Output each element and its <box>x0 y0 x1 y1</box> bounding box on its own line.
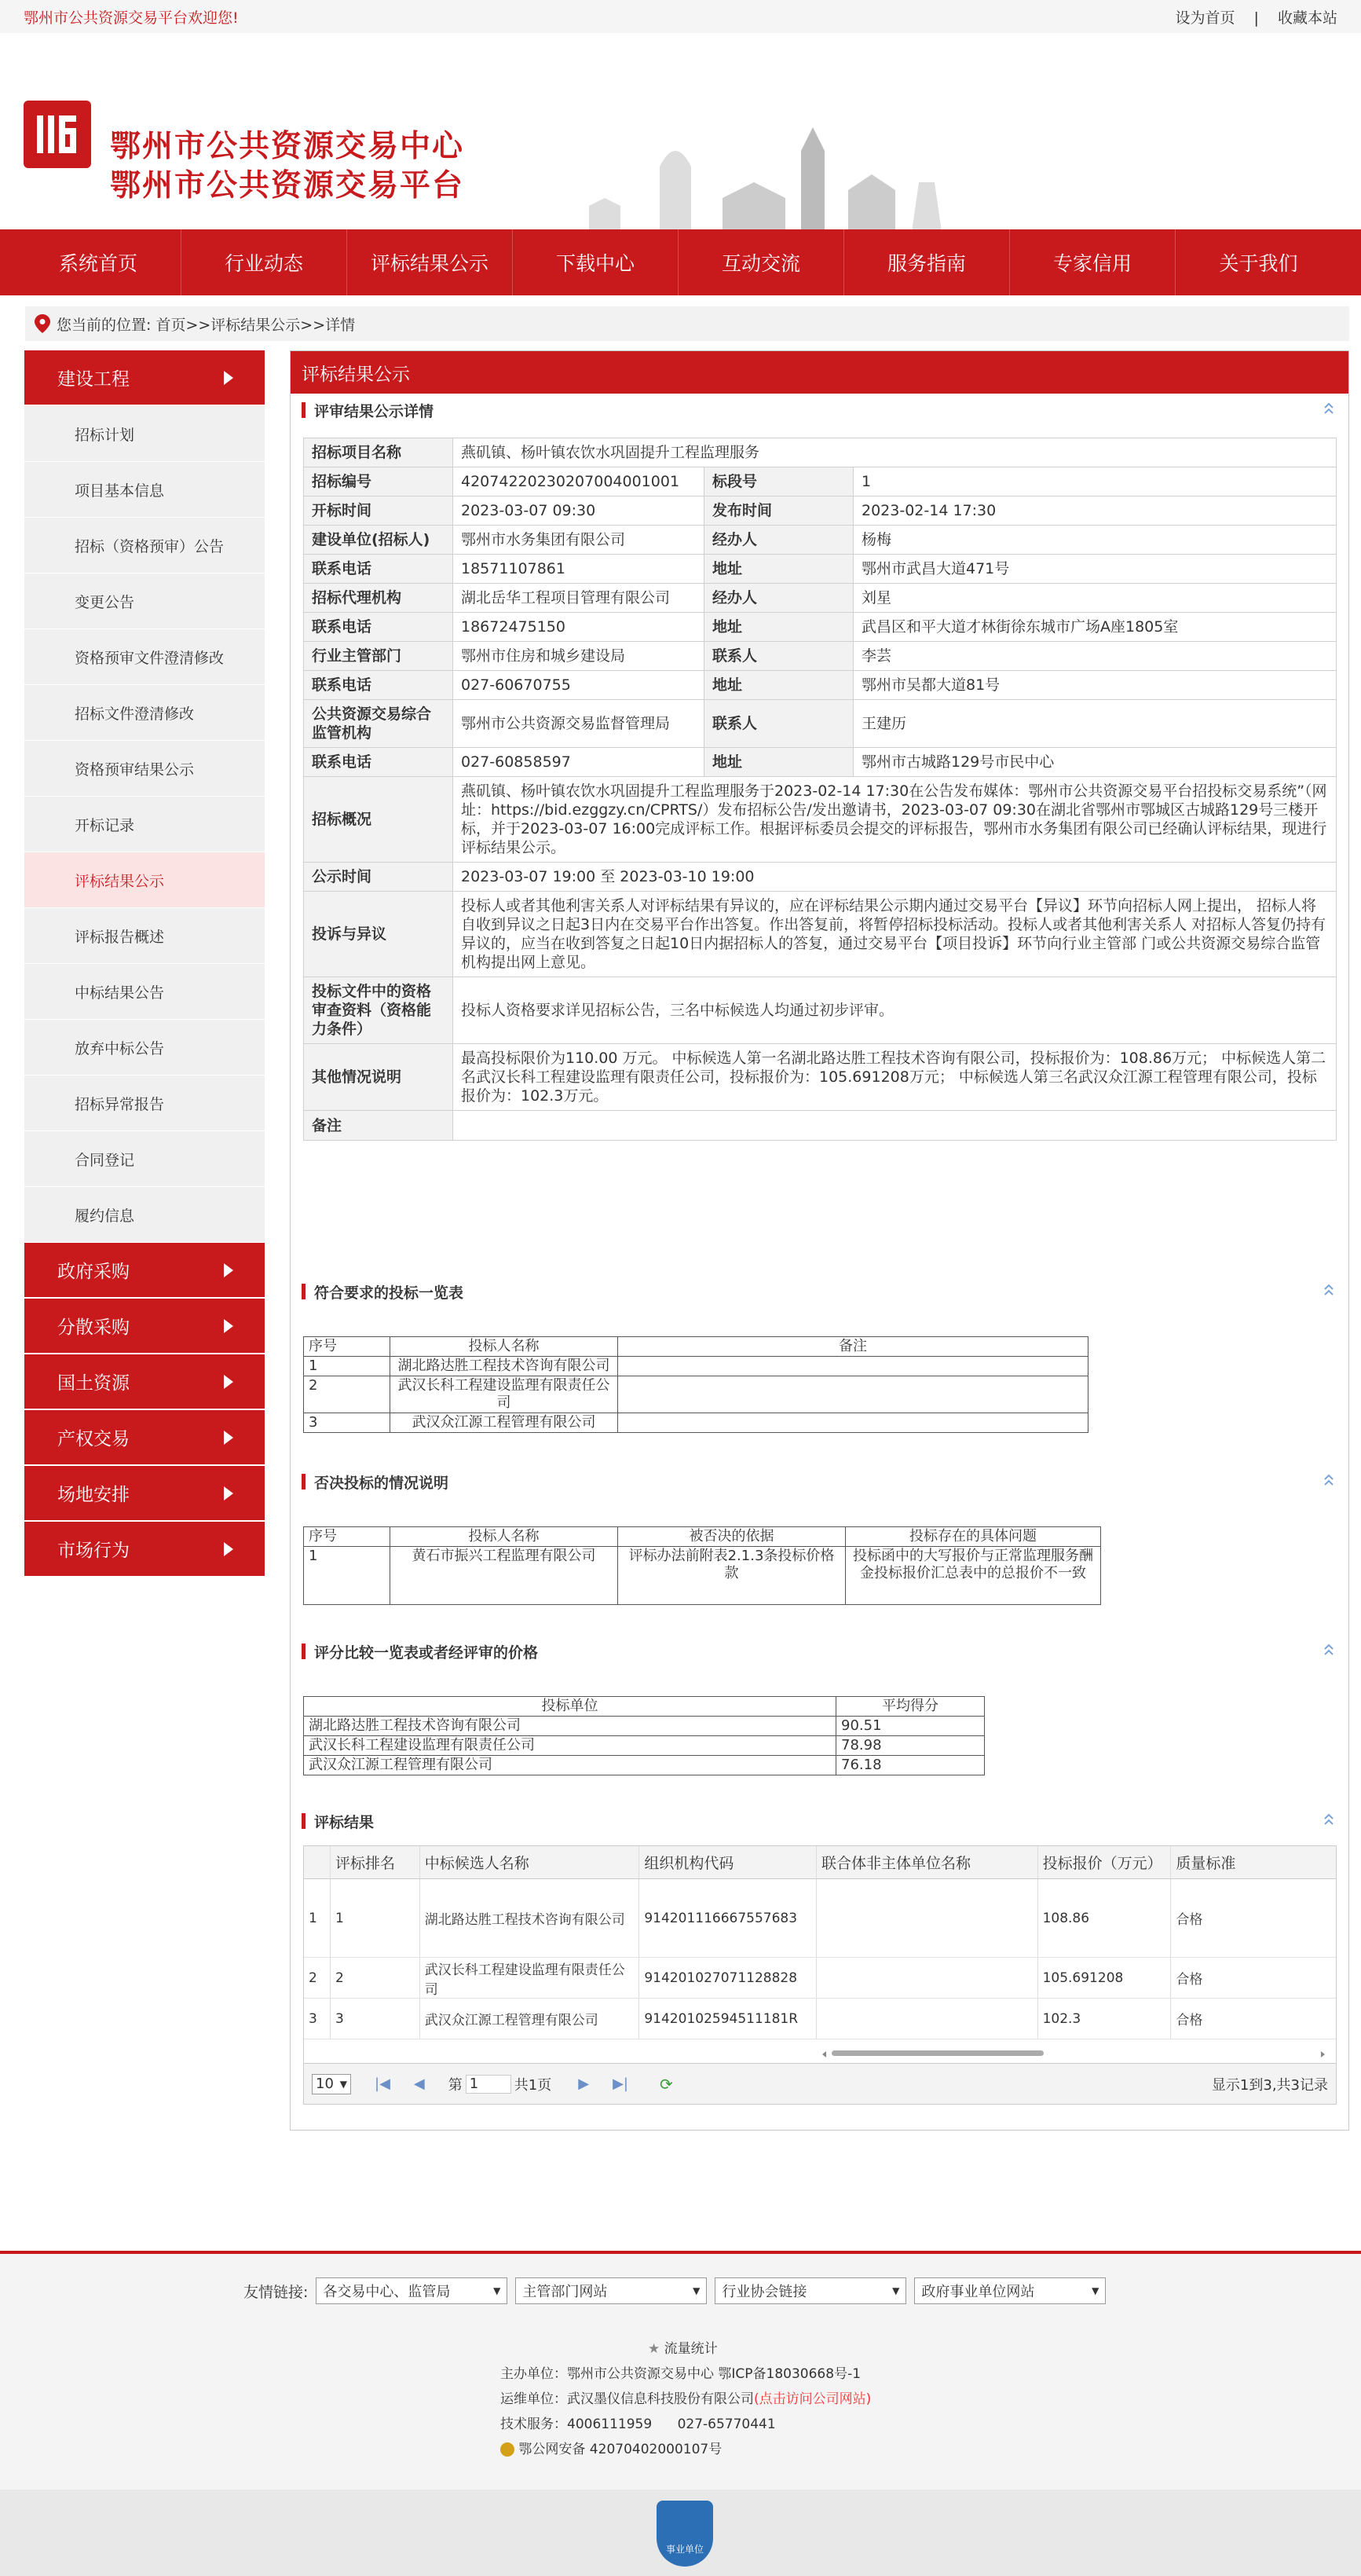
detail-value <box>453 1111 1337 1141</box>
table-cell <box>817 1958 1038 1998</box>
col-header[interactable]: 投标报价（万元） <box>1038 1846 1172 1878</box>
col-header[interactable]: 联合体非主体单位名称 <box>817 1846 1038 1878</box>
detail-key: 建设单位(招标人) <box>304 526 453 555</box>
sidebar-sub-item[interactable]: 变更公告 <box>24 573 265 629</box>
detail-key: 公共资源交易综合监管机构 <box>304 700 453 748</box>
table-cell <box>618 1357 1088 1376</box>
detail-value: 1 <box>854 467 1337 497</box>
section-reject-title <box>297 1470 1341 1493</box>
triangle-right-icon <box>224 1375 233 1389</box>
sidebar-main-label: 国土资源 <box>57 1373 130 1394</box>
detail-key: 招标代理机构 <box>304 584 453 613</box>
col-header: 备注 <box>618 1337 1088 1357</box>
nav-home[interactable]: 系统首页 <box>16 229 181 295</box>
detail-key: 其他情况说明 <box>304 1044 453 1111</box>
sidebar-sub-item[interactable]: 评标结果公示 <box>24 852 265 908</box>
detail-key: 公示时间 <box>304 863 453 892</box>
table-cell: 3 <box>304 1413 390 1433</box>
table-cell: 105.691208 <box>1038 1958 1172 1998</box>
sidebar-main-item[interactable] <box>24 1354 265 1410</box>
triangle-right-icon <box>224 1263 233 1277</box>
table-cell: 1 <box>304 1357 390 1376</box>
table-cell: 湖北路达胜工程技术咨询有限公司 <box>420 1879 640 1957</box>
page-input[interactable]: 1 <box>466 2075 511 2094</box>
content-panel <box>290 350 1349 2131</box>
detail-key: 投诉与异议 <box>304 892 453 977</box>
table-cell: 黄石市振兴工程监理有限公司 <box>390 1547 618 1605</box>
table-cell <box>618 1413 1088 1433</box>
sidebar <box>24 350 265 1577</box>
detail-value: 4207422023020700400​1001 <box>453 467 704 497</box>
col-header: 投标单位 <box>304 1697 836 1717</box>
ops-link[interactable]: (点击访问公司网站) <box>754 2391 872 2407</box>
table-cell: 武汉众江源工程管理有限公司 <box>304 1756 836 1775</box>
nav-service-guide[interactable]: 服务指南 <box>844 229 1010 295</box>
detail-value: 王建历 <box>854 700 1337 748</box>
sidebar-sub-item[interactable]: 合同登记 <box>24 1131 265 1187</box>
sidebar-sub-item[interactable]: 放弃中标公告 <box>24 1020 265 1075</box>
section-result-title <box>297 1809 1341 1833</box>
sidebar-sub-item[interactable]: 资格预审文件澄清修改 <box>24 629 265 685</box>
select-value: 各交易中心、监管局 <box>323 2284 451 2300</box>
content-title: 评标结果公示 <box>291 351 1348 394</box>
collapse-icon[interactable] <box>1323 401 1335 416</box>
detail-key: 经办人 <box>704 526 854 555</box>
sidebar-sub-item[interactable]: 项目基本信息 <box>24 462 265 518</box>
table-cell: 914201027071128828 <box>639 1958 817 1998</box>
table-row[interactable] <box>304 1879 1336 1958</box>
table-cell: 湖北路达胜工程技术咨询有限公司 <box>304 1717 836 1736</box>
sidebar-sub-item[interactable]: 招标异常报告 <box>24 1075 265 1131</box>
record-info: 显示1到3,共3记录 <box>1211 2076 1328 2094</box>
col-header[interactable]: 质量标准 <box>1176 1855 1236 1872</box>
footer <box>0 2254 1361 2490</box>
col-header: 投标人名称 <box>390 1527 618 1547</box>
link-select-associations[interactable] <box>715 2277 906 2304</box>
detail-value: 鄂州市武昌大道471号 <box>854 555 1337 584</box>
link-select-centers[interactable] <box>316 2277 507 2304</box>
detail-key: 招标编号 <box>304 467 453 497</box>
detail-key: 联系电话 <box>304 555 453 584</box>
detail-key: 发布时间 <box>704 497 854 526</box>
triangle-right-icon <box>224 371 233 385</box>
table-cell: 合格 <box>1176 2013 1203 2028</box>
detail-key: 经办人 <box>704 584 854 613</box>
detail-value: 鄂州市公共资源交易监督管理局 <box>453 700 704 748</box>
detail-key: 招标概况 <box>304 777 453 863</box>
section-title: 否决投标的情况说明 <box>314 1474 449 1492</box>
site-header <box>0 33 1361 229</box>
sidebar-sub-item[interactable]: 资格预审结果公示 <box>24 741 265 797</box>
sidebar-sub-item[interactable]: 开标记录 <box>24 797 265 852</box>
sidebar-main-item[interactable] <box>24 1410 265 1466</box>
col-header[interactable]: 评标排名 <box>331 1846 420 1878</box>
detail-value: 刘星 <box>854 584 1337 613</box>
table-cell: 108.86 <box>1038 1879 1172 1957</box>
top-bar <box>0 0 1361 33</box>
main-nav <box>0 229 1361 295</box>
table-cell: 武汉众江源工程管理有限公司 <box>390 1413 618 1433</box>
score-table <box>303 1696 985 1775</box>
chevron-down-icon: ▼ <box>339 2078 347 2090</box>
grid-header <box>304 1846 1336 1879</box>
page-size-value: 10 <box>316 2076 334 2092</box>
table-row[interactable] <box>304 1958 1336 1999</box>
stats-text: 流量统计 <box>664 2341 718 2357</box>
tech-info: 技术服务：4006111959 027-65770441 <box>500 2417 776 2432</box>
first-page-icon[interactable]: |◀ <box>375 2076 390 2092</box>
detail-key: 投标文件中的资格审查资料（资格能力条件） <box>304 977 453 1044</box>
nav-about[interactable]: 关于我们 <box>1219 252 1298 275</box>
chevron-down-icon: ▼ <box>693 2285 701 2296</box>
sidebar-sub-item[interactable]: 招标计划 <box>24 406 265 462</box>
bidders-table <box>303 1336 1088 1433</box>
section-title: 评标结果 <box>314 1813 375 1831</box>
detail-key: 联系人 <box>704 700 854 748</box>
table-cell <box>817 1999 1038 2039</box>
table-cell: 2 <box>331 1958 420 1998</box>
detail-value: 2023-03-07 09:30 <box>453 497 704 526</box>
triangle-right-icon <box>224 1319 233 1333</box>
triangle-right-icon <box>224 1486 233 1501</box>
footer-info <box>500 2336 871 2462</box>
nav-interaction[interactable]: 互动交流 <box>679 229 844 295</box>
select-value: 政府事业单位网站 <box>921 2284 1035 2300</box>
pager <box>304 2063 1336 2104</box>
table-cell: 武汉长科工程建设监理有限责任公司 <box>304 1736 836 1756</box>
detail-value: 燕矶镇、杨叶镇农饮水巩固提升工程监理服务于2023-02-14 17:30在公告发布媒体：鄂州市公共资源交易平台招投标交易系统”（网址：https://bid.ezggzy.cn/CPRTS/）发布招标公告/发出邀请书，2023-03-07 09:30在湖北省鄂州市鄂城区古城路129号三楼开标，并于2023-03-07 16:00完成评标工作。根据评标委员会提交的评标报告，鄂州市水务集团有限公司已经确认评标结果，现进行评标结果公示。 <box>453 777 1337 863</box>
row-index: 2 <box>304 1958 331 1998</box>
scroll-thumb[interactable] <box>832 2050 1044 2056</box>
sidebar-main-item[interactable] <box>24 1299 265 1354</box>
select-value: 行业协会链接 <box>722 2284 807 2300</box>
detail-table <box>303 438 1337 1141</box>
collapse-icon[interactable] <box>1323 1643 1335 1657</box>
detail-key: 开标时间 <box>304 497 453 526</box>
select-value: 主管部门网站 <box>522 2284 608 2300</box>
detail-key: 地址 <box>704 748 854 777</box>
section-title: 评审结果公示详情 <box>314 402 434 420</box>
table-cell: 武汉众江源工程管理有限公司 <box>420 1999 640 2039</box>
detail-key: 行业主管部门 <box>304 642 453 671</box>
section-title: 评分比较一览表或者经评审的价格 <box>314 1643 539 1662</box>
detail-value: 湖北岳华工程项目管理有限公司 <box>453 584 704 613</box>
ops-text: 运维单位：武汉墨仪信息科技股份有限公司 <box>500 2391 754 2407</box>
detail-key: 联系人 <box>704 642 854 671</box>
total-pages: 共1页 <box>514 2076 552 2094</box>
detail-key: 备注 <box>304 1111 453 1141</box>
refresh-icon[interactable]: ⟳ <box>659 2074 673 2094</box>
section-score-title <box>297 1640 1341 1663</box>
detail-value: 鄂州市水务集团有限公司 <box>453 526 704 555</box>
friend-links <box>243 2277 1106 2304</box>
detail-value: 李芸 <box>854 642 1337 671</box>
detail-value: 最高投标限价为110.00 万元。 中标候选人第一名湖北路达胜工程技术咨询有限公司，投标报价为：108.86万元； 中标候选人第二名武汉长科工程建设监理有限责任公司，投标报价为：105.691208万元； 中标候选人第三名武汉众江源工程管理有限公司，投标报价为：102.3万元。 <box>453 1044 1337 1111</box>
collapse-icon[interactable] <box>1323 1812 1335 1827</box>
sidebar-main-label: 建设工程 <box>57 369 130 390</box>
col-header: 投标人名称 <box>390 1337 618 1357</box>
police-text: 鄂公网安备 42070402000107号 <box>518 2442 723 2457</box>
row-index: 1 <box>304 1879 331 1957</box>
nav-industry-news[interactable]: 行业动态 <box>181 229 347 295</box>
table-cell <box>618 1376 1088 1413</box>
detail-key: 地址 <box>704 671 854 700</box>
triangle-right-icon <box>224 1542 233 1556</box>
sidebar-main-label: 市场行为 <box>57 1541 130 1561</box>
table-cell: 102.3 <box>1038 1999 1172 2039</box>
sidebar-main-item[interactable] <box>24 1243 265 1299</box>
detail-value: 鄂州市住房和城乡建设局 <box>453 642 704 671</box>
table-cell: 914201116667557683 <box>639 1879 817 1957</box>
bottom-band <box>0 2490 1361 2576</box>
table-cell: 1 <box>331 1879 420 1957</box>
detail-value: 杨梅 <box>854 526 1337 555</box>
detail-value: 鄂州市古城路129号市民中心 <box>854 748 1337 777</box>
detail-key: 招标项目名称 <box>304 438 453 467</box>
sidebar-main-label: 场地安排 <box>57 1485 130 1505</box>
star-icon: ★ <box>648 2341 660 2357</box>
col-header[interactable]: 中标候选人名称 <box>420 1846 640 1878</box>
section-bidders-title <box>297 1280 1341 1303</box>
sidebar-main-label: 产权交易 <box>57 1429 130 1449</box>
nav-bid-results[interactable]: 评标结果公示 <box>347 229 513 295</box>
separator: | <box>1253 9 1259 27</box>
table-cell: 武汉长科工程建设监理有限责任公司 <box>390 1376 618 1413</box>
nav-downloads[interactable]: 下载中心 <box>513 229 679 295</box>
table-cell: 2 <box>304 1376 390 1413</box>
collapse-icon[interactable] <box>1323 1473 1335 1487</box>
detail-value: 2023-02-14 17:30 <box>854 497 1337 526</box>
table-row[interactable] <box>304 1999 1336 2039</box>
sidebar-sub-item[interactable]: 招标（资格预审）公告 <box>24 518 265 573</box>
detail-key: 地址 <box>704 555 854 584</box>
page-size-select[interactable] <box>312 2074 351 2094</box>
col-header[interactable]: 组织机构代码 <box>639 1846 817 1878</box>
institution-badge[interactable] <box>657 2501 713 2567</box>
detail-value: 投标人资格要求详见招标公告，三名中标候选人均通过初步评审。 <box>453 977 1337 1044</box>
table-cell: 评标办法前附表2.1.3条投标价格款 <box>618 1547 846 1605</box>
chevron-down-icon: ▼ <box>1092 2285 1099 2296</box>
detail-key: 联系电话 <box>304 613 453 642</box>
col-header: 被否决的依据 <box>618 1527 846 1547</box>
detail-value: 18672475150 <box>453 613 704 642</box>
table-cell: 91420102594511181R <box>639 1999 817 2039</box>
sidebar-construction[interactable] <box>24 350 265 406</box>
horizontal-scrollbar[interactable] <box>822 2049 1325 2057</box>
table-cell: 合格 <box>1176 1972 1203 1988</box>
site-title-line2: 鄂州市公共资源交易平台 <box>110 168 465 203</box>
table-cell: 76.18 <box>836 1756 985 1775</box>
police-badge-icon <box>500 2442 514 2457</box>
detail-value: 投标人或者其他利害关系人对评标结果有异议的，应在评标结果公示期内通过交易平台【异议】环节向招标人网上提出， 招标人将自收到异议之日起3日内在交易平台作出答复。作出答复前，将暂停招标投标活动。投标人或者其他利害关系人 对招标人答复仍持有异议的，应当在收到答复之日起10日内据招标人的答复，通过交易平台【项目投诉】环节向行业主管部 门或公共资源交易综合监管机构提出网上意见。 <box>453 892 1337 977</box>
sidebar-sub-item[interactable]: 招标文件澄清修改 <box>24 685 265 741</box>
sidebar-main-item[interactable] <box>24 1522 265 1577</box>
page-prefix: 第 <box>448 2076 463 2094</box>
table-cell: 投标函中的大写报价与正常监理服务酬金投标报价汇总表中的总报价不一致 <box>846 1547 1101 1605</box>
sidebar-main-label: 政府采购 <box>57 1262 130 1282</box>
detail-value: 18571107861 <box>453 555 704 584</box>
table-cell: 1 <box>304 1547 390 1605</box>
link-select-government[interactable] <box>914 2277 1106 2304</box>
table-cell: 湖北路达胜工程技术咨询有限公司 <box>390 1357 618 1376</box>
detail-value: 武昌区和平大道才林街徐东城市广场A座1805室 <box>854 613 1337 642</box>
favorite-link[interactable]: 收藏本站 <box>1277 9 1337 27</box>
host-info: 主办单位：鄂州市公共资源交易中心 鄂ICP备18030668号-1 <box>500 2366 862 2382</box>
detail-value: 燕矶镇、杨叶镇农饮水巩固提升工程监理服务 <box>453 438 1337 467</box>
collapse-icon[interactable] <box>1323 1283 1335 1297</box>
reject-table <box>303 1526 1101 1605</box>
triangle-right-icon <box>224 1431 233 1445</box>
col-header: 平均得分 <box>836 1697 985 1717</box>
detail-value: 027-60858597 <box>453 748 704 777</box>
last-page-icon[interactable]: ▶| <box>613 2076 628 2092</box>
detail-value: 2023-03-07 19:00 至 2023-03-10 19:00 <box>453 863 1337 892</box>
col-header: 序号 <box>304 1527 390 1547</box>
sidebar-sub-item[interactable]: 评标报告概述 <box>24 908 265 964</box>
site-title <box>110 127 464 206</box>
next-page-icon[interactable]: ▶ <box>578 2076 590 2092</box>
table-cell: 78.98 <box>836 1736 985 1756</box>
sidebar-sub-item[interactable]: 中标结果公告 <box>24 964 265 1020</box>
sidebar-main-item[interactable] <box>24 1466 265 1522</box>
table-cell: 90.51 <box>836 1717 985 1736</box>
breadcrumb-text: 您当前的位置: 首页>>评标结果公示>>详情 <box>57 316 356 334</box>
row-index: 3 <box>304 1999 331 2039</box>
table-cell <box>817 1879 1038 1957</box>
section-title: 符合要求的投标一览表 <box>314 1284 464 1302</box>
detail-key: 联系电话 <box>304 671 453 700</box>
result-grid <box>303 1845 1337 2105</box>
link-select-departments[interactable] <box>515 2277 707 2304</box>
table-cell: 3 <box>331 1999 420 2039</box>
detail-key: 标段号 <box>704 467 854 497</box>
section-detail-title <box>297 398 1341 422</box>
breadcrumb <box>25 306 1349 341</box>
location-pin-icon <box>35 314 50 333</box>
chevron-down-icon: ▼ <box>892 2285 900 2296</box>
police-info[interactable] <box>500 2437 871 2462</box>
detail-key: 地址 <box>704 613 854 642</box>
badge-text: 事业单位 <box>665 2544 704 2555</box>
col-header: 序号 <box>304 1337 390 1357</box>
detail-value: 027-60670755 <box>453 671 704 700</box>
detail-value: 鄂州市吴都大道81号 <box>854 671 1337 700</box>
table-cell: 武汉长科工程建设监理有限责任公司 <box>420 1958 640 1998</box>
welcome-text: 鄂州市公共资源交易平台欢迎您! <box>24 9 239 27</box>
nav-expert-credit[interactable]: 专家信用 <box>1010 229 1176 295</box>
prev-page-icon[interactable]: ◀ <box>413 2076 425 2092</box>
detail-key: 联系电话 <box>304 748 453 777</box>
ops-info <box>500 2387 871 2412</box>
set-home-link[interactable]: 设为首页 <box>1175 9 1235 27</box>
stats-link[interactable] <box>500 2336 871 2362</box>
sidebar-sub-item[interactable]: 履约信息 <box>24 1187 265 1243</box>
chevron-down-icon: ▼ <box>493 2285 501 2296</box>
friend-links-label: 友情链接: <box>243 2283 309 2301</box>
col-header: 投标存在的具体问题 <box>846 1527 1101 1547</box>
site-logo[interactable] <box>24 101 91 168</box>
site-title-line1: 鄂州市公共资源交易中心 <box>110 129 465 164</box>
sidebar-main-label: 分散采购 <box>57 1317 130 1338</box>
table-cell: 合格 <box>1176 1912 1203 1928</box>
